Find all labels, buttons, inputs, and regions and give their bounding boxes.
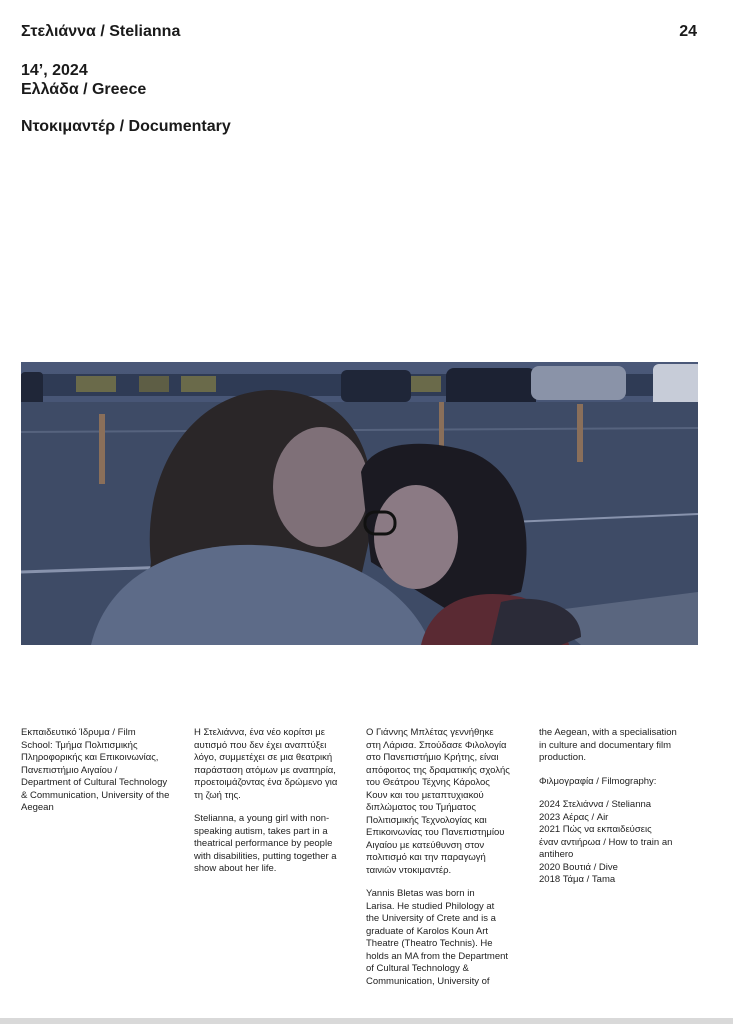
country: Ελλάδα / Greece	[21, 81, 147, 98]
filmography-list: 2024 Στελιάννα / Stelianna 2023 Αέρας / Air 2021 Πώς να εκπαιδεύσεις έναν αντιήρωα / How to train an antihero 2020 Βουτιά / Dive 2018 Τάμα / Tama	[539, 799, 673, 885]
film-meta	[21, 61, 146, 99]
synopsis-english: Stelianna, a young girl with non- speaking autism, takes part in a theatrical performance by people with disabilities, putting together a show about her life.	[194, 813, 337, 874]
filmography-heading: Φιλμογραφία / Filmography:	[539, 775, 657, 787]
genre: Ντοκιμαντέρ / Documentary	[21, 118, 231, 135]
film-still-image	[21, 362, 698, 645]
page-bottom-bar	[0, 1018, 733, 1024]
director-bio-english-continued: the Aegean, with a specialisation in culture and documentary film production.	[539, 727, 677, 763]
column-filmography	[539, 727, 699, 898]
director-bio-greek: Ο Γιάννης Μπλέτας γεννήθηκε στη Λάρισα. Σπούδασε Φιλολογία στο Πανεπιστήμιο Κρήτης, είναι απόφοιτος της δραματικής σχολής του Θεάτρου Τέχνης Κάρολος Κουν και του μεταπτυχιακού διπλώματος του Τμήματος Πολιτισμικής Τεχνολογίας και Επικοινωνίας του Πανεπιστημίου Αιγαίου με κατεύθυνση στον πολιτισμό και την παραγωγή ταινιών ντοκιμαντέρ.	[366, 727, 510, 876]
column-synopsis	[194, 727, 354, 887]
column-bio	[366, 727, 526, 999]
synopsis-greek: Η Στελιάννα, ένα νέο κορίτσι με αυτισμό που δεν έχει αναπτύξει λόγο, συμμετέχει σε μια θεατρική παράσταση ατόμων με αναπηρία, προετοιμάζοντας ένα δρώμενο για τη ζωή της.	[194, 727, 338, 801]
film-title: Στελιάννα / Stelianna	[21, 23, 181, 40]
director-bio-english: Yannis Bletas was born in Larisa. He studied Philology at the University of Crete and is a graduate of Karolos Koun Art Theatre (Theatro Technis). He holds an MA from the Department of Cultural Technology & Communication, University of	[366, 888, 509, 987]
film-school-text: Εκπαιδευτικό Ίδρυμα / Film School: Τμήμα Πολιτισμικής Πληροφορικής και Επικοινωνίας, Πανεπιστήμιο Αιγαίου / Department of Cultural Technology & Communication, University of the Aegean	[21, 727, 170, 813]
page-number: 24	[679, 23, 697, 40]
column-school	[21, 727, 181, 826]
duration-year: 14’, 2024	[21, 62, 88, 79]
